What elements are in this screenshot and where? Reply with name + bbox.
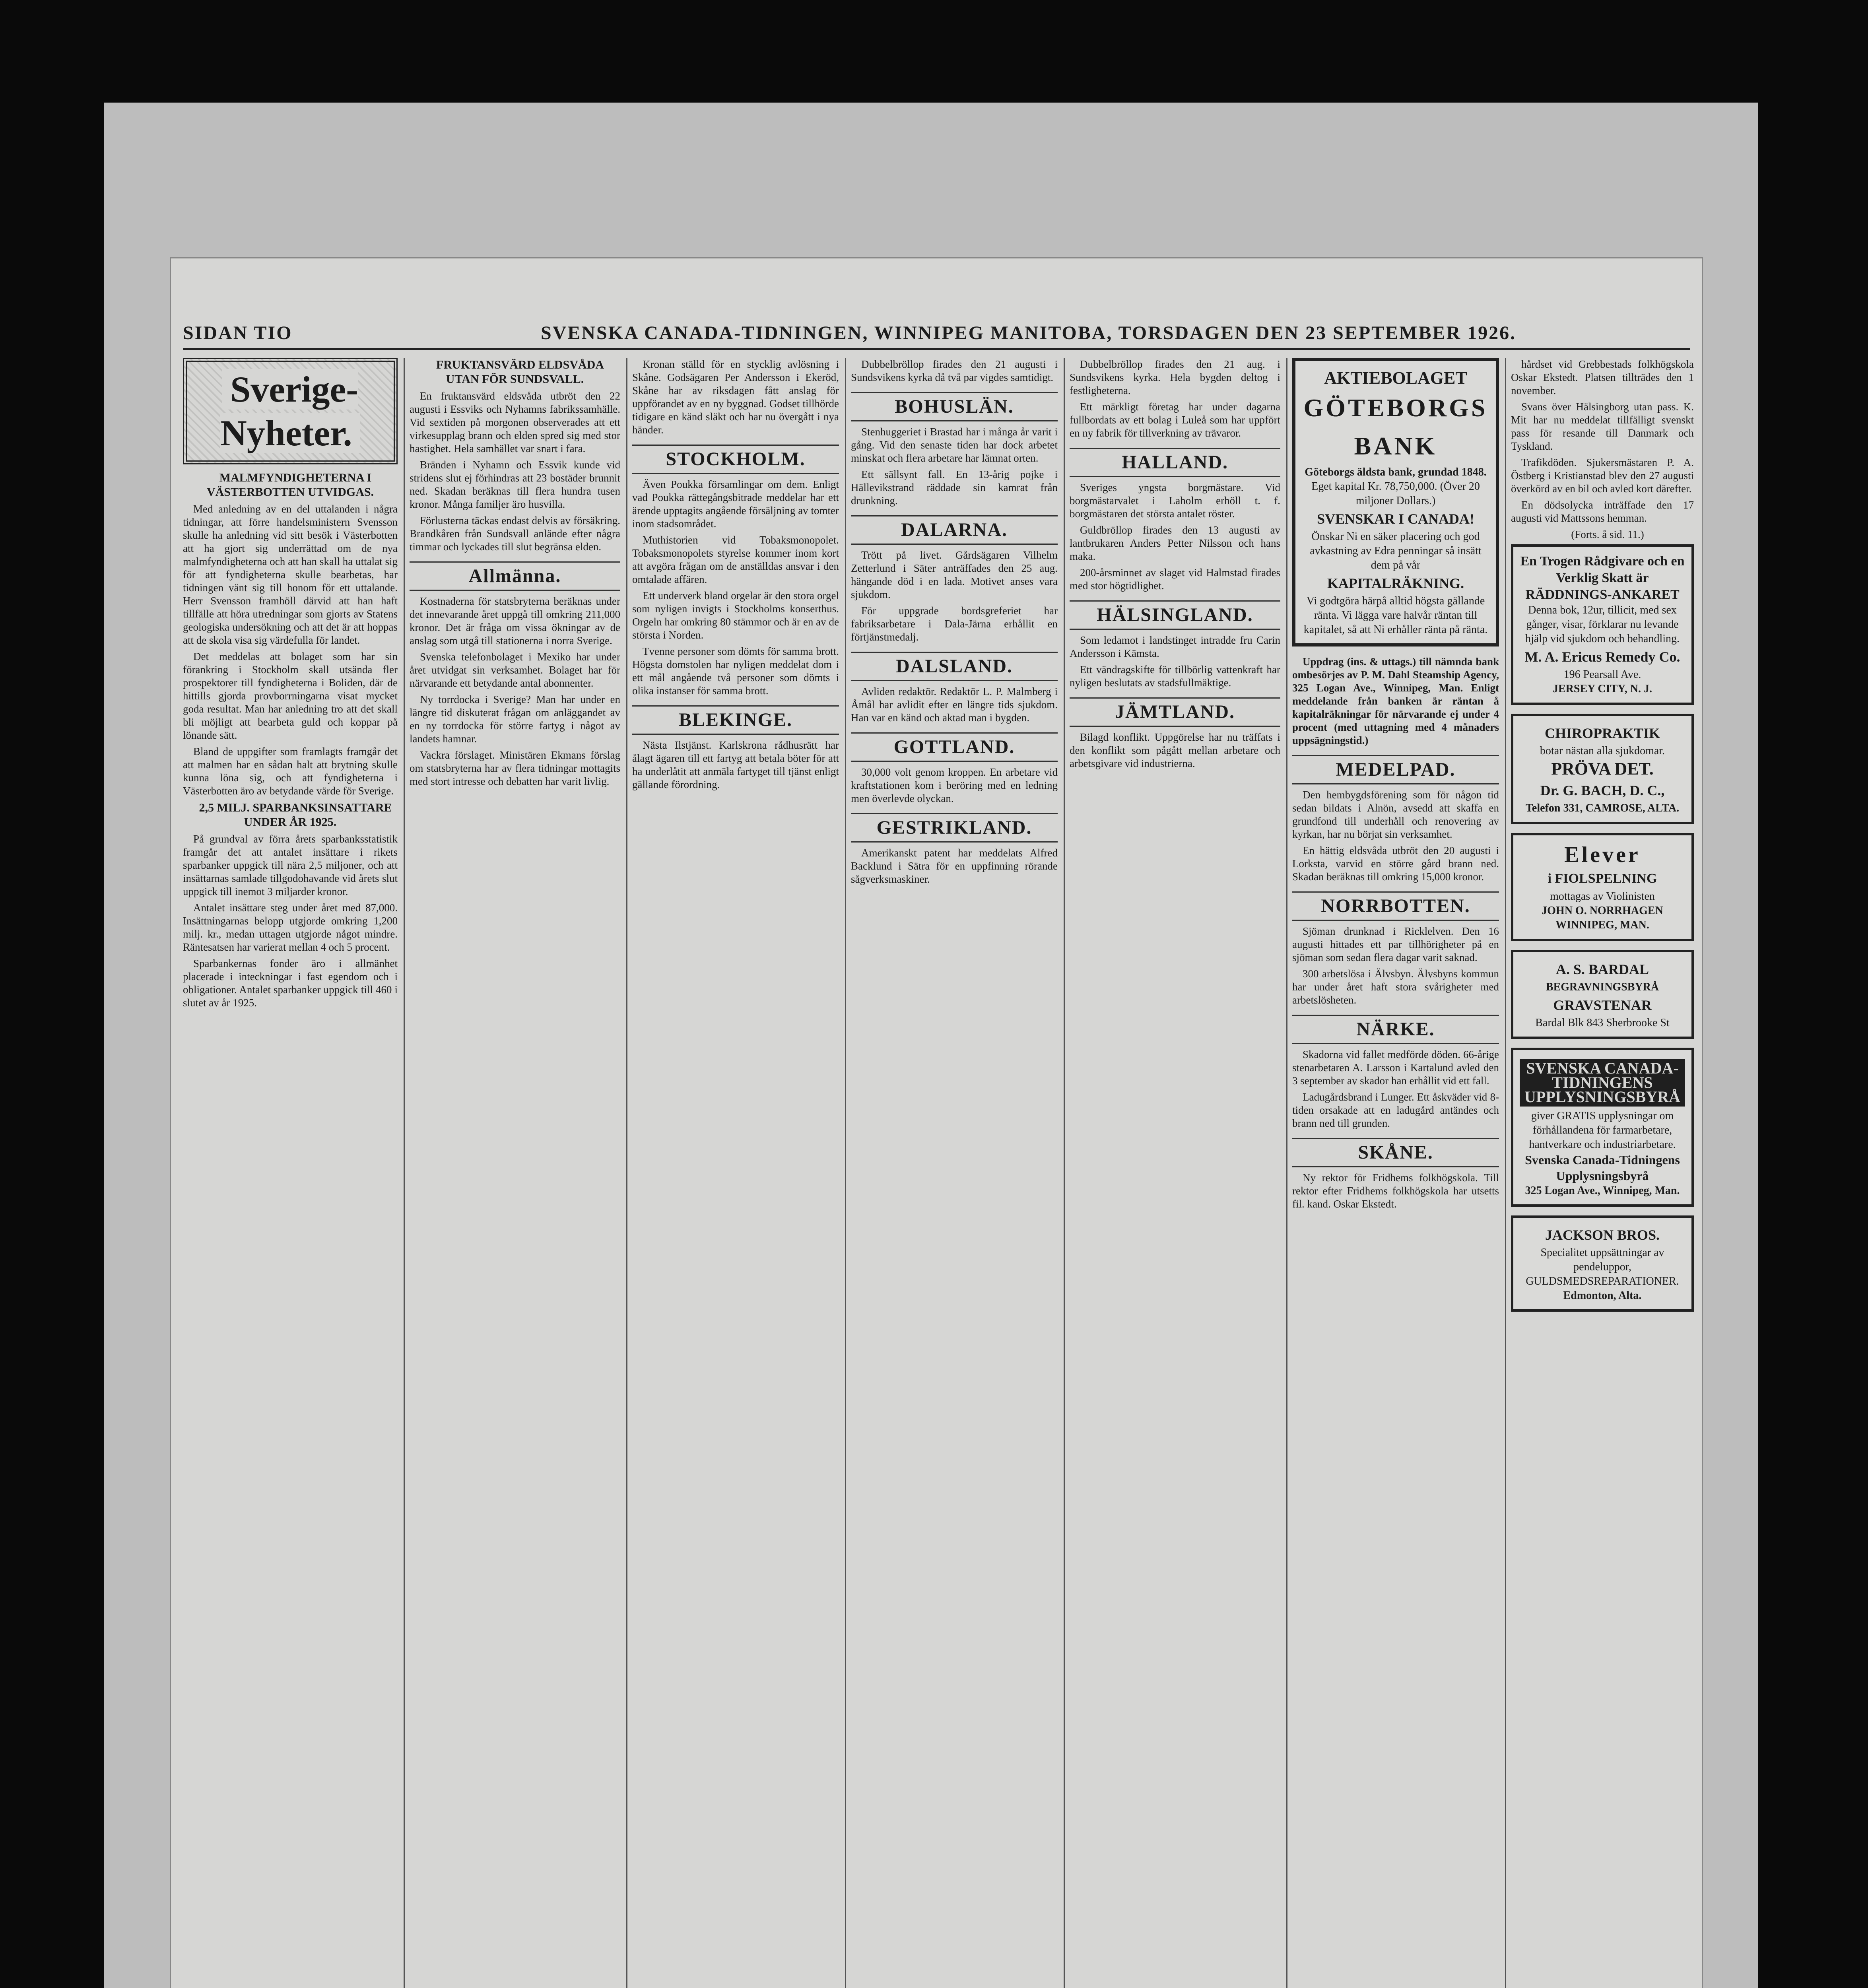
paragraph: Svenska telefonbolaget i Mexiko har under året utvidgat sin verksamhet. Bolaget har för närvarande ett betydande antal abonnenter. bbox=[410, 651, 620, 689]
paragraph: Ny rektor för Fridhems folkhögskola. Till rektor efter Fridhems folkhögskola har utsetts fil. kand. Oskar Ekstedt. bbox=[1292, 1172, 1499, 1210]
doctor-name: Dr. G. BACH, D. C., bbox=[1540, 782, 1665, 798]
masthead: SVENSKA CANADA-TIDNINGEN, WINNIPEG MANITOBA, TORSDAGEN DEN 23 SEPTEMBER 1926. bbox=[541, 322, 1517, 344]
ad-subtitle: i FIOLSPELNING bbox=[1548, 871, 1657, 886]
column-6 bbox=[1292, 358, 1499, 1988]
section-heading: SKÅNE. bbox=[1292, 1138, 1499, 1167]
paragraph: Kronan ställd för en stycklig avlösning i Skåne. Godsägaren Per Andersson i Ekeröd, Skåne har av riksdagen fått anslag för uppförandet av en ny byggnad. Godset tillhörde tidigare en känd släkt och har nu övergått i nya händer. bbox=[632, 358, 839, 436]
paragraph: En dödsolycka inträffade den 17 augusti vid Mattssons hemman. bbox=[1511, 499, 1694, 524]
ad-city: WINNIPEG, MAN. bbox=[1555, 919, 1649, 931]
headline: MALMFYNDIGHETERNA I VÄSTERBOTTEN UTVIDGAS. bbox=[206, 471, 374, 499]
section-heading: DALSLAND. bbox=[851, 652, 1058, 681]
paragraph: Med anledning av en del uttalanden i några tidningar, att förre handelsministern Svensson skulle ha anledning vid sitt besök i Västerbotten att ha gjort sig underrättad om de nya malmfyndigheterna och att han skall ha uttalat sig för att fyndigheterna skulle bearbetas, har tidningen vänt sig till honom för ett uttalande. Herr Svensson framhöll därvid att han haft tillfälle att höra utredningar som gjorts av Statens geologiska undersökning och att det är att hoppas att de skola visa sig värdefulla för landet. bbox=[183, 503, 398, 646]
header-rule bbox=[183, 348, 1690, 350]
bardal-advertisement bbox=[1511, 950, 1694, 1039]
section-banner bbox=[183, 358, 398, 464]
ad-title: En Trogen Rådgivare och en Verklig Skatt är RÄDDNINGS-ANKARET bbox=[1520, 554, 1685, 602]
column-2 bbox=[410, 358, 620, 1988]
paragraph: Sveriges yngsta borgmästare. Vid borgmästarvalet i Laholm erhöll t. f. borgmästaren det största antalet röster. bbox=[1070, 481, 1280, 520]
paragraph: Den hembygdsförening som för någon tid sedan bildats i Alnön, avsedd att skaffa en grundfond till underhåll och renovering av kyrkan, har nu börjat sin verksamhet. bbox=[1292, 789, 1499, 840]
paragraph: Avliden redaktör. Redaktör L. P. Malmberg i Åmål har avlidit efter en längre tids sjukdom. Han var en känd och aktad man i bygden. bbox=[851, 685, 1058, 724]
ad-line: AKTIEBOLAGET bbox=[1324, 368, 1467, 388]
column-divider bbox=[626, 358, 627, 1988]
ad-cta: PRÖVA DET. bbox=[1551, 759, 1654, 779]
ad-city: JERSEY CITY, N. J. bbox=[1553, 683, 1652, 695]
paragraph: Dubbelbröllop firades den 21 augusti i Sundsvikens kyrka då två par vigdes samtidigt. bbox=[851, 358, 1058, 383]
section-heading: BLEKINGE. bbox=[632, 705, 839, 735]
ad-address: Bardal Blk 843 Sherbrooke St bbox=[1535, 1017, 1670, 1029]
paragraph: Guldbröllop firades den 13 augusti av lantbrukaren Anders Petter Nilsson och hans maka. bbox=[1070, 524, 1280, 562]
company-name: JACKSON BROS. bbox=[1545, 1227, 1660, 1243]
section-heading: HALLAND. bbox=[1070, 448, 1280, 477]
paragraph: Ny torrdocka i Sverige? Man har under en längre tid diskuterat frågan om anläggandet av en ny torrdocka för större fartyg i något av landets hamnar. bbox=[410, 693, 620, 745]
jeweler-advertisement bbox=[1511, 1215, 1694, 1312]
ad-title: Elever bbox=[1564, 843, 1641, 867]
column-7 bbox=[1511, 358, 1694, 1988]
section-heading: NÄRKE. bbox=[1292, 1015, 1499, 1044]
paragraph: Kostnaderna för statsbryterna beräknas under det innevarande året uppgå till omkring 211,000 kronor. Det är fråga om vissa ökningar av de anslag som utgå till stationerna i norra Sverige. bbox=[410, 595, 620, 646]
ad-text: Önskar Ni en säker placering och god avkastning av Edra penningar så insätt dem på vår bbox=[1310, 530, 1482, 571]
ad-title: CHIROPRAKTIK bbox=[1544, 725, 1660, 741]
paragraph: Trafikdöden. Sjukersmästaren P. A. Östberg i Kristianstad blev den 27 augusti överkörd av en bil och avled kort därefter. bbox=[1511, 456, 1694, 495]
paragraph: Nästa Ilstjänst. Karlskrona rådhusrätt har ålagt ägaren till ett fartyg att betala böter för att ha underlåtit att anmäla fartyget till tjänst enligt gällande förordning. bbox=[632, 739, 839, 790]
column-3 bbox=[632, 358, 839, 1988]
ad-text: Specialitet uppsättningar av pendeluppor, GULDSMEDSREPARATIONER. bbox=[1526, 1246, 1679, 1287]
ad-phone: Telefon 331, CAMROSE, ALTA. bbox=[1525, 802, 1680, 814]
section-heading: Allmänna. bbox=[410, 561, 620, 591]
column-5 bbox=[1070, 358, 1280, 1988]
bank-advertisement bbox=[1292, 358, 1499, 646]
paragraph: Sparbankernas fonder äro i allmänhet placerade i inteckningar i fast egendom och i obligationer. Antalet sparbanker uppgick till 460 i slutet av år 1925. bbox=[183, 957, 398, 1009]
ad-line: Göteborgs äldsta bank, grundad 1848. bbox=[1305, 466, 1487, 478]
ad-text: Denna bok, 12ur, tillicit, med sex gånger, visar, förklarar nu levande hjälp vid sjukdom och behandling. bbox=[1525, 604, 1680, 645]
paragraph: Det meddelas att bolaget som har sin förankring i Stockholm skall utsända fler prospektorer till fyndigheterna i Boliden, där de hittills gjorda provborrningarna visat mycket goda resultat. Man har anledning tro att det skall bli möjligt att bearbeta guld och koppar på lönande sätt. bbox=[183, 650, 398, 741]
ad-line: Eget kapital Kr. 78,750,000. (Över 20 miljoner Dollars.) bbox=[1311, 480, 1480, 507]
section-heading: HÄLSINGLAND. bbox=[1070, 600, 1280, 630]
teacher-name: JOHN O. NORRHAGEN bbox=[1542, 905, 1663, 917]
section-heading: GESTRIKLAND. bbox=[851, 813, 1058, 843]
ad-subtitle: BEGRAVNINGSBYRÅ bbox=[1546, 981, 1659, 993]
violin-advertisement bbox=[1511, 833, 1694, 941]
paragraph: Ladugårdsbrand i Lunger. Ett åskväder vid 8-tiden orsakade att en ladugård antändes och brann ned till grunden. bbox=[1292, 1091, 1499, 1129]
section-heading: NORRBOTTEN. bbox=[1292, 891, 1499, 921]
remedy-advertisement bbox=[1511, 544, 1694, 705]
newspaper-page bbox=[171, 258, 1702, 1988]
paragraph: 30,000 volt genom kroppen. En arbetare vid kraftstationen kom i beröring med en ledning men överlevde olyckan. bbox=[851, 766, 1058, 804]
section-heading: BOHUSLÄN. bbox=[851, 392, 1058, 421]
column-divider bbox=[1505, 358, 1506, 1988]
ad-text: giver GRATIS upplysningar om förhållandena för farmarbetare, hantverkare och industriarbetare. bbox=[1529, 1110, 1676, 1151]
page-label: SIDAN TIO bbox=[183, 322, 293, 344]
paragraph: Bilagd konflikt. Uppgörelse har nu träffats i den konflikt som pågått mellan arbetare och arbetsgivare vid industrierna. bbox=[1070, 731, 1280, 769]
page-header bbox=[183, 322, 1690, 346]
paragraph: För uppgrade bordsgreferiet har fabriksarbetare i Dala-Järna erhållit en förtjänstmedalj. bbox=[851, 605, 1058, 643]
paragraph: Antalet insättare steg under året med 87,000. Insättningarnas belopp utgjorde omkring 1,200 milj. kr., medan uttagen utgjorde något mindre. Räntesatsen har varierat mellan 4 och 5 procent. bbox=[183, 902, 398, 953]
paragraph: Skadorna vid fallet medförde döden. 66-årige stenarbetaren A. Larsson i Kartalund avled den 3 september av skador han erhållit vid ett fall. bbox=[1292, 1048, 1499, 1087]
paragraph: Tvenne personer som dömts för samma brott. Högsta domstolen har nyligen meddelat dom i ett mål angående två personer som dömts i olika instanser för samma brott. bbox=[632, 645, 839, 697]
paragraph: hårdset vid Grebbestads folkhögskola Oskar Ekstedt. Platsen tillträdes den 1 november. bbox=[1511, 358, 1694, 396]
paragraph: Trött på livet. Gårdsägaren Vilhelm Zetterlund i Säter anträffades den 25 aug. hängande död i en lada. Motivet anses vara sjukdom. bbox=[851, 549, 1058, 600]
paragraph: Stenhuggeriet i Brastad har i många år varit i gång. Vid den senaste tiden har dock arbetet minskat och flera arbetare har lämnat orten. bbox=[851, 426, 1058, 464]
continuation-note: (Forts. å sid. 11.) bbox=[1571, 528, 1644, 540]
paragraph: 300 arbetslösa i Älvsbyn. Älvsbyns kommun har under året haft stora svårigheter med arbetslösheten. bbox=[1292, 968, 1499, 1006]
ad-address: 325 Logan Ave., Winnipeg, Man. bbox=[1525, 1184, 1680, 1197]
paragraph: Dubbelbröllop firades den 21 aug. i Sundsvikens kyrka. Hela bygden deltog i festligheterna. bbox=[1070, 358, 1280, 396]
ad-text: botar nästan alla sjukdomar. bbox=[1540, 745, 1665, 757]
paragraph: Bränden i Nyhamn och Essvik kunde vid stridens slut ej förhindras att 23 bostäder brunnit ned. Skadan beräknas till flera hundra tusen kronor. Många familjer äro husvilla. bbox=[410, 459, 620, 510]
ad-footer: Svenska Canada-Tidningens Upplysningsbyrå bbox=[1525, 1153, 1680, 1183]
paragraph: Vackra förslaget. Ministären Ekmans förslag om statsbryterna har av flera tidningar mottagits med stort intresse och debatten har varit livlig. bbox=[410, 749, 620, 787]
paragraph: En hättig eldsvåda utbröt den 20 augusti i Lorksta, varvid en större gård brann ned. Skadan beräknas till omkring 15,000 kronor. bbox=[1292, 845, 1499, 883]
paragraph: Ett vändragskifte för tillbörlig vattenkraft har nyligen beslutats av stadsfullmäktige. bbox=[1070, 664, 1280, 689]
column-divider bbox=[404, 358, 405, 1988]
ad-line: SVENSKAR I CANADA! bbox=[1317, 511, 1475, 527]
paragraph: På grundval av förra årets sparbanksstatistik framgår det att antalet insättare i rikets sparbanker uppgick till nära 2,5 miljoner, och att insättarnas samlade tillgodohavande vid årets slut uppgick till inemot 3 miljarder kronor. bbox=[183, 833, 398, 897]
column-divider bbox=[845, 358, 846, 1988]
paragraph: Sjöman drunknad i Ricklelven. Den 16 augusti hittades ett par tillhörigheter på en sjöman som sedan flera dagar varit saknad. bbox=[1292, 925, 1499, 963]
paragraph: Förlusterna täckas endast delvis av försäkring. Brandkåren från Sundsvall anlände efter några timmar och lyckades till slut begränsa elden. bbox=[410, 514, 620, 553]
chiropractic-advertisement bbox=[1511, 714, 1694, 824]
section-heading: STOCKHOLM. bbox=[632, 445, 839, 474]
ad-line: KAPITALRÄKNING. bbox=[1327, 575, 1464, 591]
paragraph: Ett sällsynt fall. En 13-årig pojke i Hällevikstrand räddade sin kamrat från drunkning. bbox=[851, 468, 1058, 507]
bank-name: GÖTEBORGS BANK bbox=[1303, 394, 1488, 460]
ad-title: SVENSKA CANADA-TIDNINGENS UPPLYSNINGSBYRÅ bbox=[1520, 1059, 1685, 1107]
information-bureau-advertisement bbox=[1511, 1048, 1694, 1207]
paragraph: En fruktansvärd eldsvåda utbröt den 22 augusti i Essviks och Nyhamns fabrikssamhälle. Vid sextiden på morgonen observerades att ett virkesupplag brann och elden spred sig med stor hastighet. Hela samhället var snart i fara. bbox=[410, 390, 620, 454]
banner-title: Sverige-Nyheter. bbox=[220, 369, 360, 453]
paragraph: Bland de uppgifter som framlagts framgår det att malmen har en sådan halt att brytning skulle kunna löna sig, och att fyndigheterna i Västerbotten äro av betydande värde för Sverige. bbox=[183, 746, 398, 797]
column-divider bbox=[1064, 358, 1065, 1988]
section-heading: DALARNA. bbox=[851, 515, 1058, 545]
company-name: A. S. BARDAL bbox=[1555, 961, 1649, 977]
column-1 bbox=[183, 358, 398, 1988]
ad-item: GRAVSTENAR bbox=[1553, 997, 1652, 1013]
section-heading: JÄMTLAND. bbox=[1070, 697, 1280, 727]
paragraph: Även Poukka församlingar om dem. Enligt vad Poukka rättegångsbitrade meddelar har ett ärende upptagits angående försäljning av tomter inom stadsområdet. bbox=[632, 478, 839, 530]
ad-text: mottagas av Violinisten bbox=[1550, 890, 1655, 903]
paragraph: Som ledamot i landstinget intradde fru Carin Andersson i Kämsta. bbox=[1070, 634, 1280, 659]
ad-city: Edmonton, Alta. bbox=[1563, 1289, 1642, 1302]
company-name: M. A. Ericus Remedy Co. bbox=[1524, 649, 1680, 665]
paragraph: Ett underverk bland orgelar är den stora orgel som nyligen invigts i Stockholms konserthus. Orgeln har omkring 80 stämmor och är en av de största i Norden. bbox=[632, 590, 839, 641]
paragraph: Muthistorien vid Tobaksmonopolet. Tobaksmonopolets styrelse kommer inom kort att avgöra frågan om de anställdas ansvar i den omtalade affären. bbox=[632, 534, 839, 585]
paragraph: Svans över Hälsingborg utan pass. K. Mit har nu meddelat tillfälligt svenskt pass för resande till Danmark och Tyskland. bbox=[1511, 401, 1694, 452]
paragraph: Ett märkligt företag har under dagarna fullbordats av ett bolag i Luleå som har uppfört en ny fabrik för tillverkning av trävaror. bbox=[1070, 401, 1280, 439]
notice: Uppdrag (ins. & uttags.) till nämnda bank ombesörjes av P. M. Dahl Steamship Agency, 325 Logan Ave., Winnipeg, Man. Enligt meddelande från banken är räntan å kapitalräkningar för närvarande ej under 4 procent (med uttagning med 4 månaders uppsägningstid.) bbox=[1292, 656, 1499, 746]
section-heading: GOTTLAND. bbox=[851, 732, 1058, 762]
paragraph: Amerikanskt patent har meddelats Alfred Backlund i Sätra för en uppfinning rörande sågverksmaskiner. bbox=[851, 847, 1058, 885]
column-divider bbox=[1286, 358, 1287, 1988]
ad-address: 196 Pearsall Ave. bbox=[1563, 668, 1641, 681]
headline: 2,5 MILJ. SPARBANKSINSATTARE UNDER ÅR 1925. bbox=[199, 801, 392, 829]
headline: FRUKTANSVÄRD ELDSVÅDA UTAN FÖR SUNDSVALL. bbox=[436, 358, 604, 386]
section-heading: MEDELPAD. bbox=[1292, 755, 1499, 784]
column-4 bbox=[851, 358, 1058, 1988]
ad-text: Vi godtgöra härpå alltid högsta gällande ränta. Vi lägga vare halvår räntan till kapitalet, så att Ni erhåller ränta på ränta. bbox=[1303, 595, 1488, 636]
paragraph: 200-årsminnet av slaget vid Halmstad firades med stor högtidlighet. bbox=[1070, 567, 1280, 592]
